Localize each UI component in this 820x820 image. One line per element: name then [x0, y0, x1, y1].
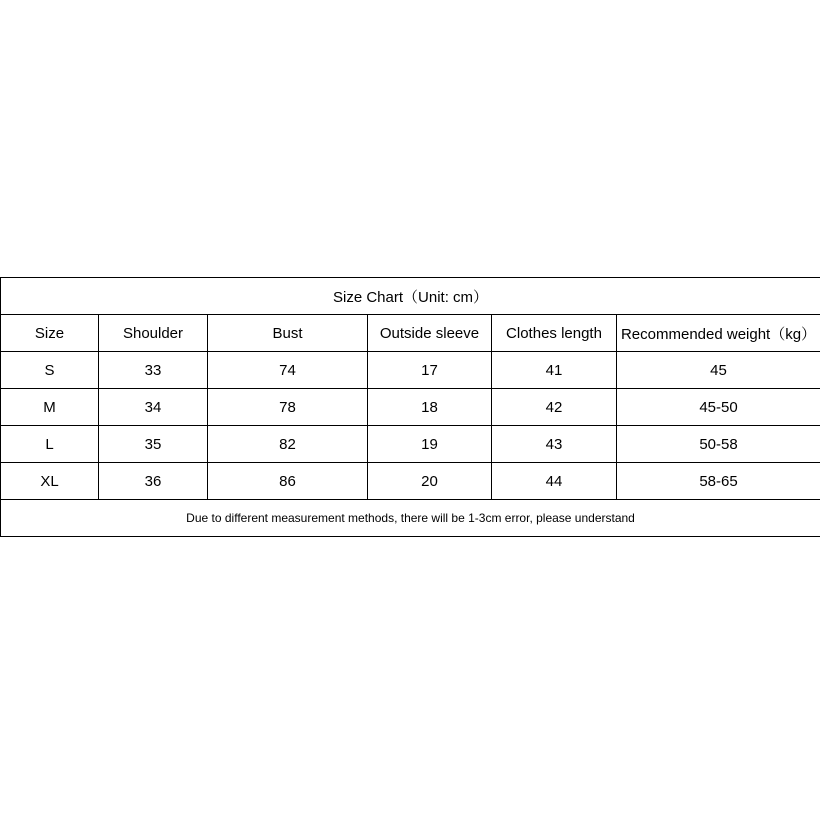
- cell-outside-sleeve: 20: [368, 463, 492, 500]
- table-title: Size Chart（Unit: cm）: [1, 278, 820, 315]
- cell-clothes-length: 44: [492, 463, 617, 500]
- header-recommended-weight: Recommended weight（kg）: [617, 315, 820, 352]
- cell-clothes-length: 42: [492, 389, 617, 426]
- cell-size: M: [1, 389, 99, 426]
- measurement-note: Due to different measurement methods, there will be 1-3cm error, please understand: [1, 500, 820, 537]
- table-row: [1, 426, 820, 463]
- table-row: [1, 463, 820, 500]
- cell-bust: 82: [208, 426, 368, 463]
- cell-shoulder: 36: [99, 463, 208, 500]
- cell-recommended-weight: 45: [617, 352, 820, 389]
- title-row: [1, 278, 820, 315]
- table-row: [1, 352, 820, 389]
- cell-recommended-weight: 50-58: [617, 426, 820, 463]
- cell-shoulder: 34: [99, 389, 208, 426]
- cell-outside-sleeve: 18: [368, 389, 492, 426]
- cell-bust: 78: [208, 389, 368, 426]
- header-bust: Bust: [208, 315, 368, 352]
- cell-clothes-length: 41: [492, 352, 617, 389]
- header-row: [1, 315, 820, 352]
- cell-shoulder: 33: [99, 352, 208, 389]
- cell-size: XL: [1, 463, 99, 500]
- cell-outside-sleeve: 17: [368, 352, 492, 389]
- header-clothes-length: Clothes length: [492, 315, 617, 352]
- header-outside-sleeve: Outside sleeve: [368, 315, 492, 352]
- cell-recommended-weight: 58-65: [617, 463, 820, 500]
- cell-bust: 74: [208, 352, 368, 389]
- table-row: [1, 389, 820, 426]
- cell-recommended-weight: 45-50: [617, 389, 820, 426]
- note-row: [1, 500, 820, 537]
- cell-clothes-length: 43: [492, 426, 617, 463]
- cell-size: L: [1, 426, 99, 463]
- size-chart-table: [0, 277, 820, 537]
- cell-bust: 86: [208, 463, 368, 500]
- cell-size: S: [1, 352, 99, 389]
- cell-outside-sleeve: 19: [368, 426, 492, 463]
- header-shoulder: Shoulder: [99, 315, 208, 352]
- cell-shoulder: 35: [99, 426, 208, 463]
- header-size: Size: [1, 315, 99, 352]
